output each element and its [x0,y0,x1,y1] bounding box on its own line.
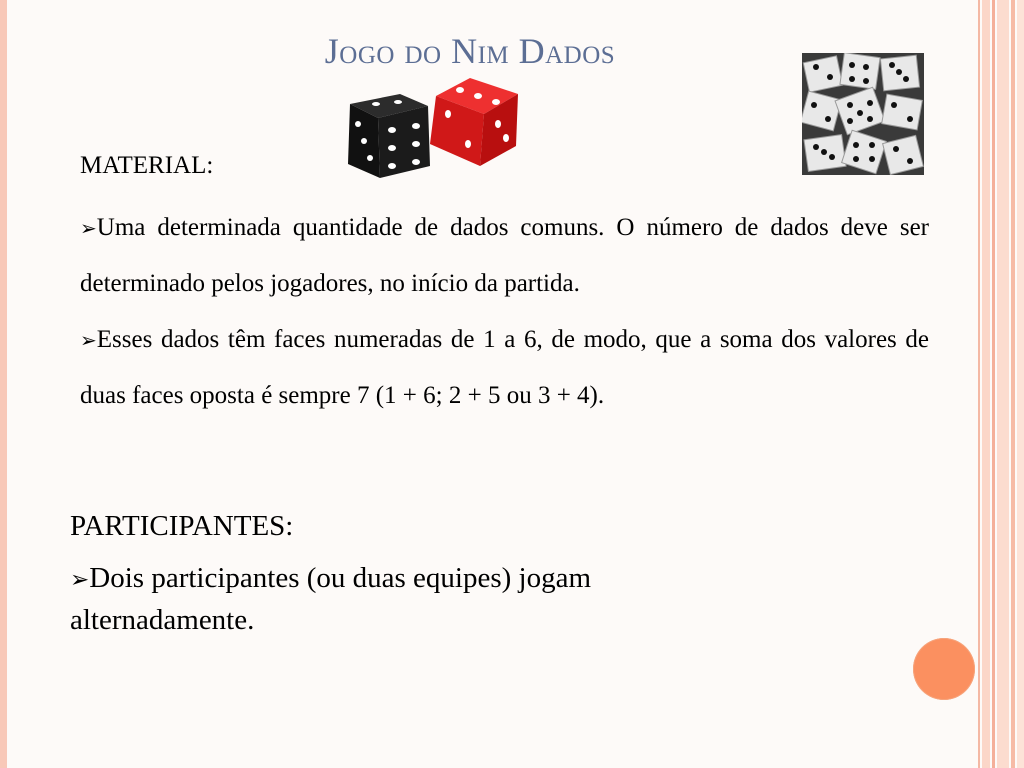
arrow-bullet-icon: ➢ [70,567,90,593]
material-bullet-2 [80,312,929,424]
slide-title: Jogo do Nim Dados [324,31,616,71]
black-die-icon [348,94,430,178]
left-decorative-stripe [0,0,7,768]
material-bullet-text: Esses dados têm faces numeradas de 1 a 6, de modo, que a soma dos valores de duas faces oposta é sempre 7 (1 + 6; 2 + 5 ou 3 + 4). [80,326,929,409]
participants-list [70,558,770,640]
participants-bullet-text: Dois participantes (ou duas equipes) jogam alternadamente. [70,562,592,636]
red-die-icon [430,78,518,166]
dice-pair-image [340,74,530,184]
arrow-bullet-icon: ➢ [80,216,97,240]
material-bullet-1 [80,200,929,312]
material-heading: MATERIAL: [80,152,214,179]
participants-bullet-1 [70,558,770,640]
right-decorative-stripes [978,0,1024,768]
orange-decorative-circle [913,638,975,700]
material-list [80,200,929,424]
dice-pile-photo [802,53,924,175]
participants-heading: PARTICIPANTES: [70,510,294,542]
material-bullet-text: Uma determinada quantidade de dados comuns. O número de dados deve ser determinado pelos jogadores, no início da partida. [80,214,929,297]
arrow-bullet-icon: ➢ [80,328,97,352]
